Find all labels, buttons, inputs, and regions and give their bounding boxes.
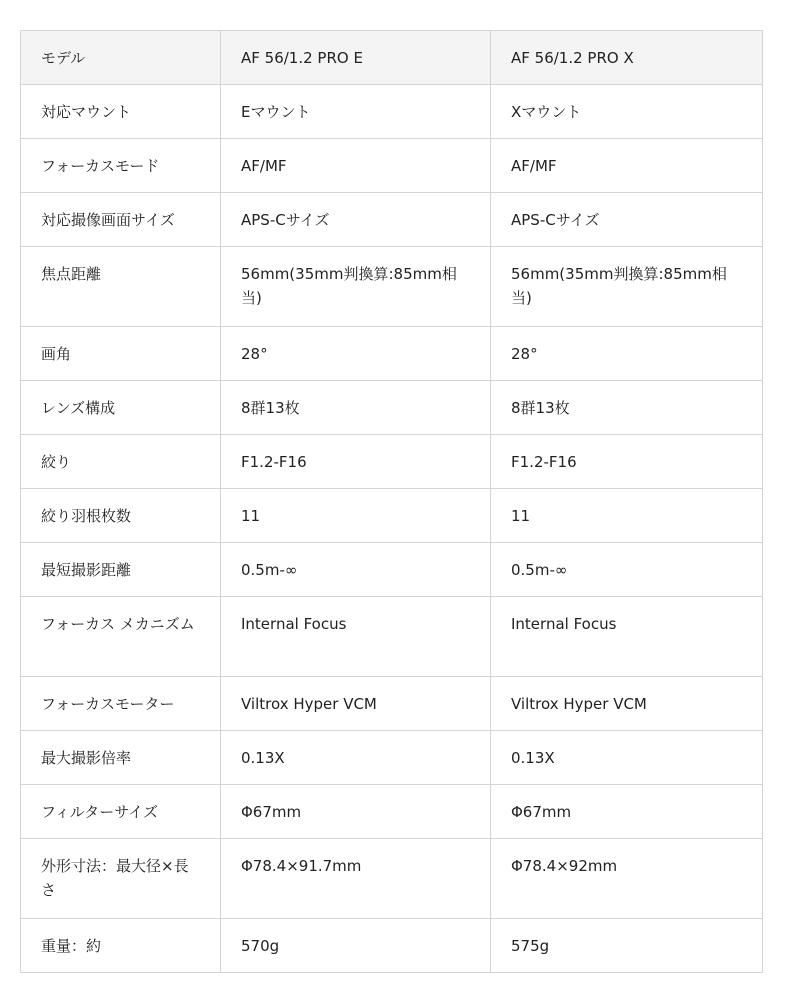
spec-value-e-cell: Φ67mm bbox=[221, 785, 491, 839]
spec-value-x-cell: Viltrox Hyper VCM bbox=[491, 677, 763, 731]
spec-label-cell: 最短撮影距離 bbox=[21, 543, 221, 597]
table-row bbox=[21, 785, 763, 839]
spec-value-e-cell: APS-Cサイズ bbox=[221, 193, 491, 247]
spec-label-cell: 焦点距離 bbox=[21, 247, 221, 327]
spec-value-x-cell: 575g bbox=[491, 919, 763, 973]
spec-table bbox=[20, 30, 763, 973]
spec-value-x-cell: Xマウント bbox=[491, 85, 763, 139]
spec-label-cell: 対応マウント bbox=[21, 85, 221, 139]
spec-value-x-cell: 8群13枚 bbox=[491, 381, 763, 435]
spec-label-cell: 画角 bbox=[21, 327, 221, 381]
spec-value-e-cell: Φ78.4×91.7mm bbox=[221, 839, 491, 919]
spec-value-e-cell: F1.2-F16 bbox=[221, 435, 491, 489]
table-row bbox=[21, 85, 763, 139]
spec-label-cell: レンズ構成 bbox=[21, 381, 221, 435]
spec-value-x-cell: Internal Focus bbox=[491, 597, 763, 677]
table-row bbox=[21, 489, 763, 543]
spec-value-e-cell: 0.13X bbox=[221, 731, 491, 785]
table-row bbox=[21, 677, 763, 731]
spec-value-x-cell: 11 bbox=[491, 489, 763, 543]
spec-value-e-cell: 56mm(35mm判換算:85mm相当) bbox=[221, 247, 491, 327]
table-row bbox=[21, 919, 763, 973]
spec-value-e-cell: Internal Focus bbox=[221, 597, 491, 677]
spec-value-x-cell: Φ67mm bbox=[491, 785, 763, 839]
header-model-x-cell: AF 56/1.2 PRO X bbox=[491, 31, 763, 85]
spec-label-cell: 最大撮影倍率 bbox=[21, 731, 221, 785]
header-model-e-cell: AF 56/1.2 PRO E bbox=[221, 31, 491, 85]
header-label-cell: モデル bbox=[21, 31, 221, 85]
table-row bbox=[21, 247, 763, 327]
spec-value-x-cell: Φ78.4×92mm bbox=[491, 839, 763, 919]
spec-value-e-cell: 28° bbox=[221, 327, 491, 381]
spec-value-e-cell: 8群13枚 bbox=[221, 381, 491, 435]
spec-value-e-cell: 570g bbox=[221, 919, 491, 973]
spec-value-x-cell: APS-Cサイズ bbox=[491, 193, 763, 247]
spec-label-cell: 重量：約 bbox=[21, 919, 221, 973]
table-row bbox=[21, 597, 763, 677]
table-row bbox=[21, 193, 763, 247]
table-row bbox=[21, 435, 763, 489]
spec-table-body bbox=[21, 31, 763, 973]
table-row bbox=[21, 543, 763, 597]
spec-label-cell: フォーカス メカニズム bbox=[21, 597, 221, 677]
table-row bbox=[21, 381, 763, 435]
spec-value-x-cell: AF/MF bbox=[491, 139, 763, 193]
spec-value-x-cell: 56mm(35mm判換算:85mm相当) bbox=[491, 247, 763, 327]
spec-value-x-cell: F1.2-F16 bbox=[491, 435, 763, 489]
spec-value-e-cell: 11 bbox=[221, 489, 491, 543]
table-row bbox=[21, 731, 763, 785]
spec-value-x-cell: 0.13X bbox=[491, 731, 763, 785]
spec-label-cell: 絞り bbox=[21, 435, 221, 489]
spec-value-e-cell: AF/MF bbox=[221, 139, 491, 193]
spec-value-e-cell: Viltrox Hyper VCM bbox=[221, 677, 491, 731]
spec-label-cell: 対応撮像画面サイズ bbox=[21, 193, 221, 247]
spec-label-cell: 絞り羽根枚数 bbox=[21, 489, 221, 543]
spec-value-x-cell: 28° bbox=[491, 327, 763, 381]
spec-label-cell: フィルターサイズ bbox=[21, 785, 221, 839]
table-row bbox=[21, 839, 763, 919]
table-row bbox=[21, 139, 763, 193]
table-row bbox=[21, 327, 763, 381]
spec-label-cell: 外形寸法：最大径×長さ bbox=[21, 839, 221, 919]
table-header-row bbox=[21, 31, 763, 85]
spec-label-cell: フォーカスモーター bbox=[21, 677, 221, 731]
spec-value-x-cell: 0.5m-∞ bbox=[491, 543, 763, 597]
spec-label-cell: フォーカスモード bbox=[21, 139, 221, 193]
spec-value-e-cell: Eマウント bbox=[221, 85, 491, 139]
spec-value-e-cell: 0.5m-∞ bbox=[221, 543, 491, 597]
